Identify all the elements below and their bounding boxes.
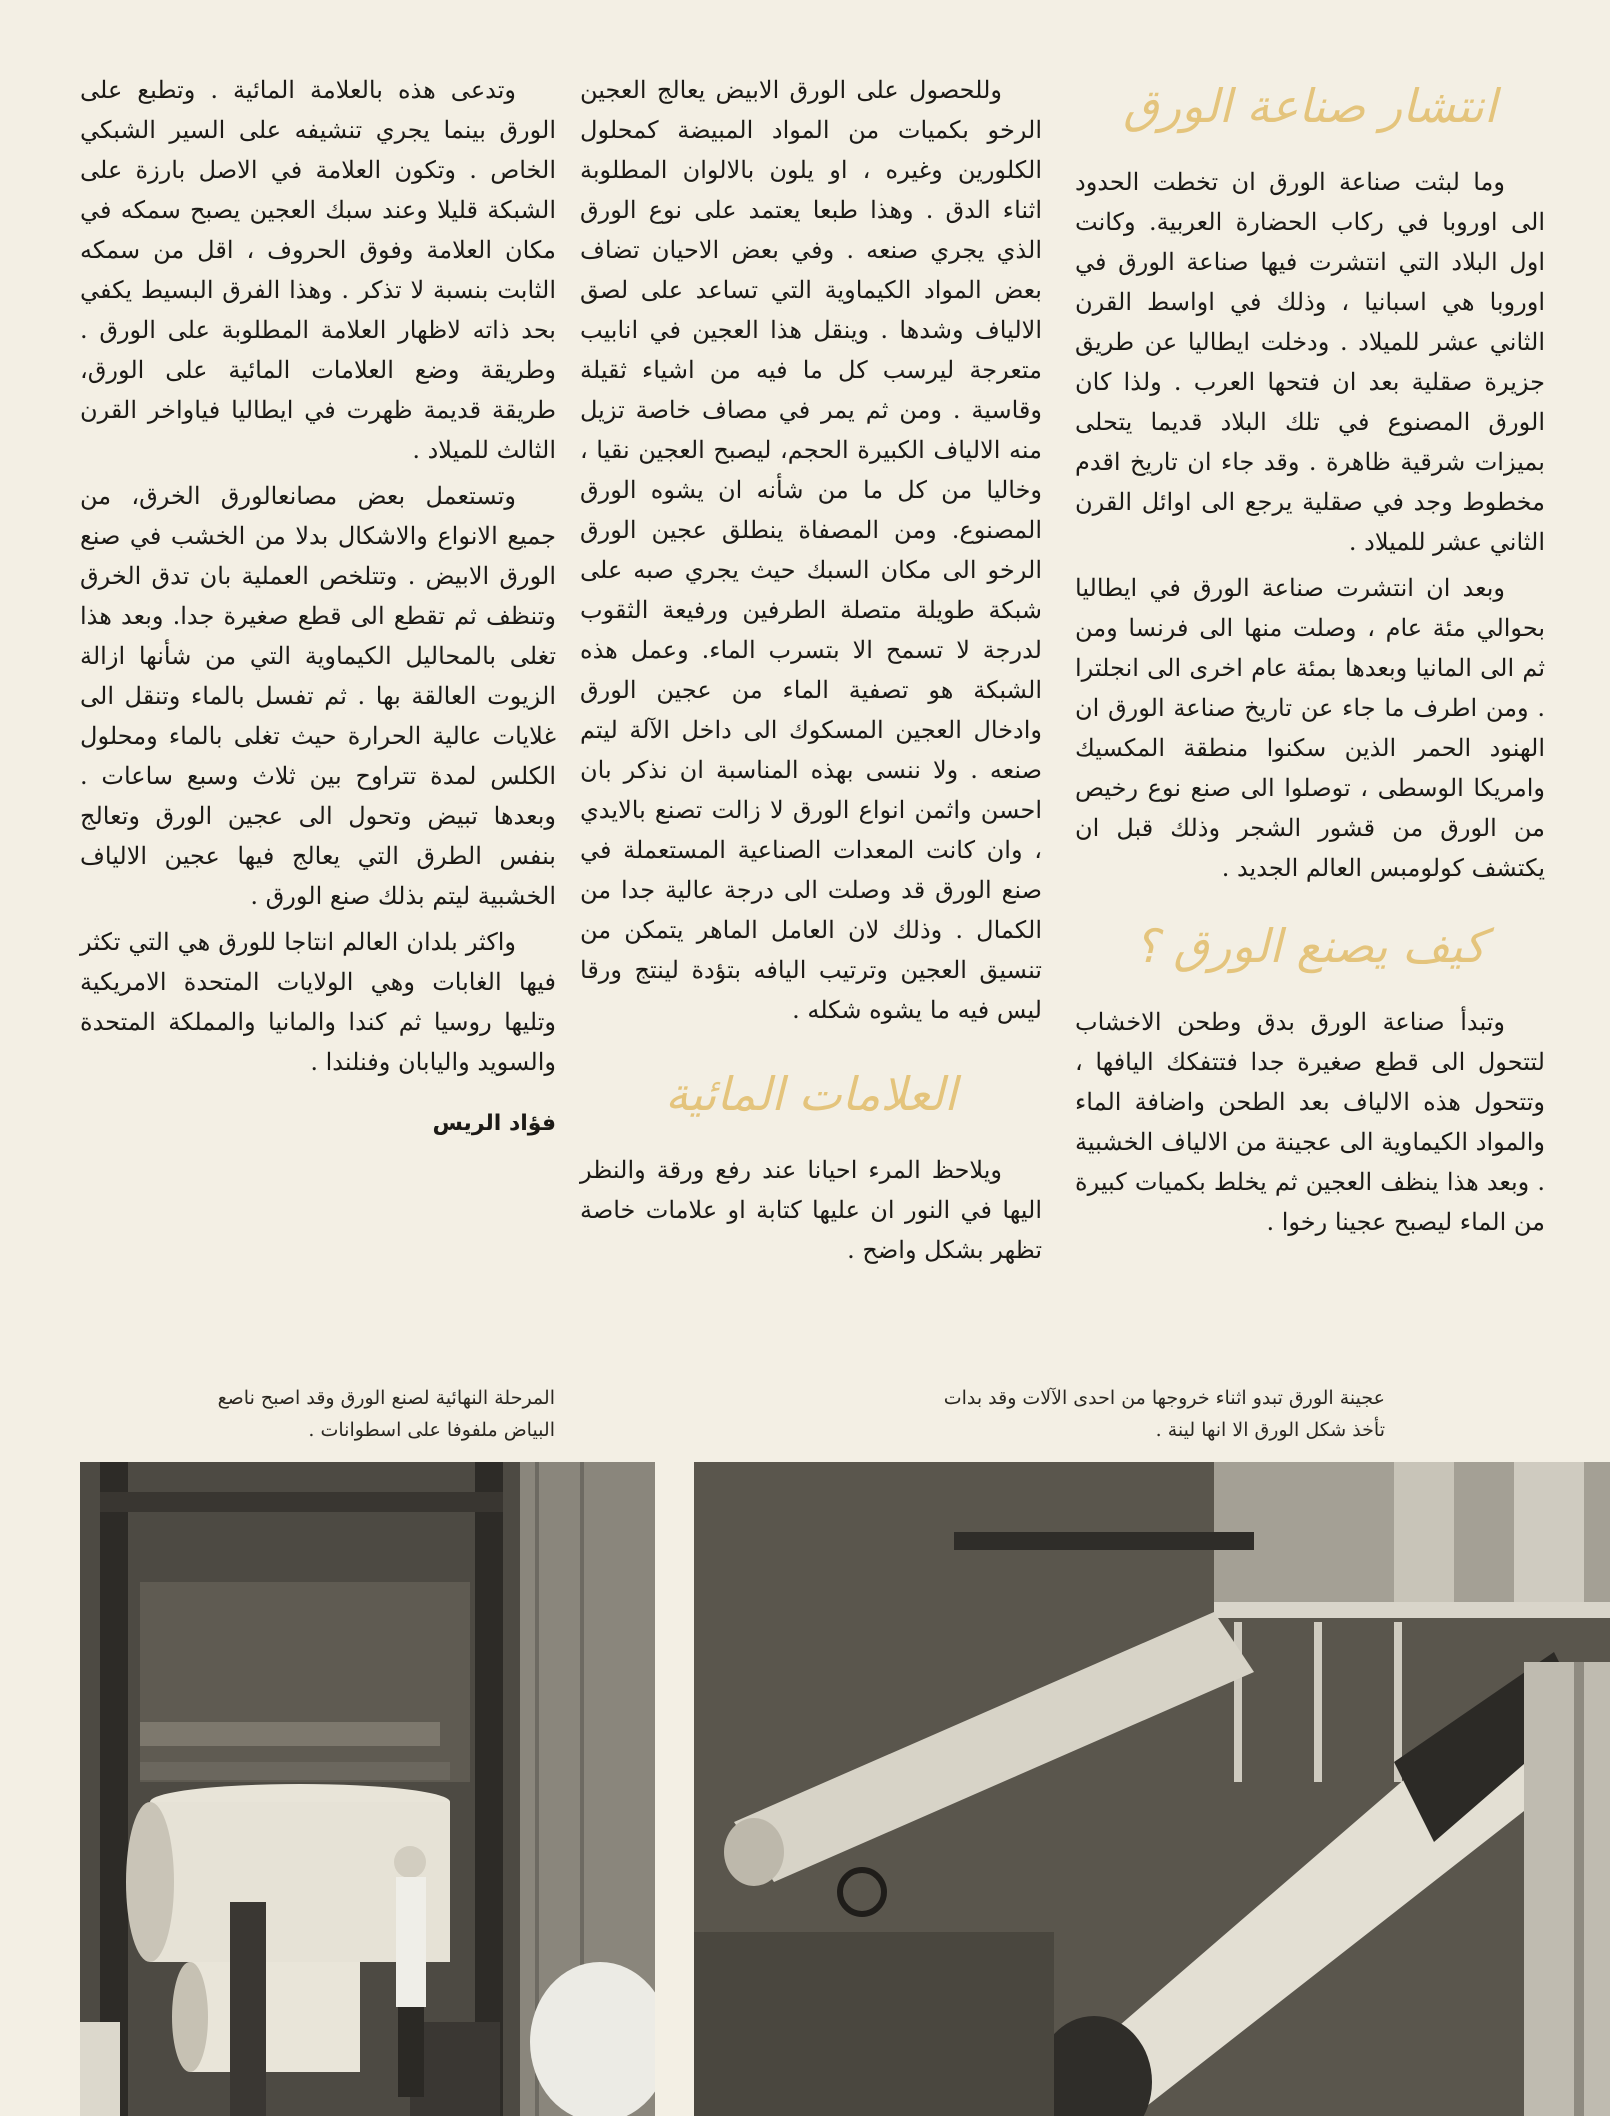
article-column-right (1075, 70, 1545, 1248)
author-name: فؤاد الريس (432, 1111, 556, 1136)
article-column-left (80, 70, 556, 1144)
photo-paper-rolls (80, 1462, 655, 2116)
photo-paper-machine (694, 1462, 1610, 2116)
photo-paper-rolls-illustration (80, 1462, 655, 2116)
paragraph: واكثر بلدان العالم انتاجا للورق هي التي تكثر فيها الغابات وهي الولايات المتحدة الامريكية وتليها روسيا ثم كندا والمانيا والمملكة المتحدة والسويد واليابان وفنلندا . (80, 928, 556, 1076)
paragraph: وتدعى هذه بالعلامة المائية . وتطبع على الورق بينما يجري تنشيفه على السير الشبكي الخاص . وتكون العلامة في الاصل بارزة على الشبكة قليلا وعند سبك العجين يصبح سمكه في مكان العلامة وفوق الحروف ، اقل من سمكه الثابت بنسبة لا تذكر . وهذا الفرق البسيط يكفي بحد ذاته لاظهار العلامة المطلوبة على الورق . وطريقة وضع العلامات المائية على الورق، طريقة قديمة ظهرت في ايطاليا فياواخر القرن الثالث للميلاد . (80, 76, 556, 464)
photo-caption-left: المرحلة النهائية لصنع الورق وقد اصبح ناصع البياض ملفوفا على اسطوانات . (217, 1387, 555, 1441)
paragraph: وللحصول على الورق الابيض يعالج العجين الرخو بكميات من المواد المبيضة كمحلول الكلورين وغيره ، او يلون بالالوان المطلوبة اثناء الدق . وهذا طبعا يعتمد على نوع الورق الذي يجري صنعه . وفي بعض الاحيان تضاف بعض المواد الكيماوية التي تساعد على لصق الالياف وشدها . وينقل هذا العجين في انابيب متعرجة ليرسب كل ما فيه من اشياء ثقيلة وقاسية . ومن ثم يمر في مصاف خاصة تزيل منه الالياف الكبيرة الحجم، ليصبح العجين نقيا ، وخاليا من كل ما من شأنه ان يشوه الورق المصنوع. ومن المصفاة ينطلق عجين الورق الرخو الى مكان السبك حيث يجري صبه على شبكة طويلة متصلة الطرفين ورفيعة الثقوب لدرجة لا تسمح الا بتسرب الماء. وعمل هذه الشبكة هو تصفية الماء من عجين الورق وادخال العجين المسكوك الى داخل الآلة ليتم صنعه . ولا ننسى بهذه المناسبة ان نذكر بان احسن واثمن انواع الورق لا زالت تصنع بالايدي ، وان كانت المعدات الصناعية المستعملة في صنع الورق قد وصلت الى درجة عالية جدا من الكمال . وذلك لان العامل الماهر يتمكن من تنسيق العجين وترتيب اليافه بتؤدة لينتج ورقا ليس فيه ما يشوه شكله . (580, 76, 1042, 1024)
paragraph: وبعد ان انتشرت صناعة الورق في ايطاليا بحوالي مئة عام ، وصلت منها الى فرنسا ومن ثم الى المانيا وبعدها بمئة عام اخرى الى انجلترا . ومن اطرف ما جاء عن تاريخ صناعة الورق ان الهنود الحمر الذين سكنوا منطقة المكسيك وامريكا الوسطى ، توصلوا الى صنع نوع رخيص من الورق من قشور الشجر وذلك قبل ان يكتشف كولومبس العالم الجديد . (1075, 574, 1546, 882)
paragraph: ويلاحظ المرء احيانا عند رفع ورقة والنظر اليها في النور ان عليها كتابة او علامات خاصة تظهر بشكل واضح . (580, 1156, 1042, 1264)
paragraph: وما لبثت صناعة الورق ان تخطت الحدود الى اوروبا في ركاب الحضارة العربية. وكانت اول البلاد التي انتشرت فيها صناعة الورق في اوروبا هي اسبانيا ، وذلك في اواسط القرن الثاني عشر للميلاد . ودخلت ايطاليا عن طريق جزيرة صقلية بعد ان فتحها العرب . ولذا كان الورق المصنوع في تلك البلاد قديما يتحلى بميزات شرقية ظاهرة . وقد جاء ان تاريخ اقدم مخطوط وجد في صقلية يرجع الى اوائل القرن الثاني عشر للميلاد . (1075, 168, 1545, 556)
paragraph: وتستعمل بعض مصانعالورق الخرق، من جميع الانواع والاشكال بدلا من الخشب في صنع الورق الابيض . وتتلخص العملية بان تدق الخرق وتنظف ثم تقطع الى قطع صغيرة جدا. وبعد هذا تغلى بالمحاليل الكيماوية التي من شأنها ازالة الزيوت العالقة بها . ثم تفسل بالماء وتنقل الى غلايات عالية الحرارة حيث تغلى بالماء ومحلول الكلس لمدة تتراوح بين ثلاث وسبع ساعات . وبعدها تبيض وتحول الى عجين الورق وتعالج بنفس الطرق التي يعالج فيها عجين الالياف الخشبية ليتم بذلك صنع الورق . (80, 482, 556, 910)
section-heading-watermarks: العلامات المائية (665, 1067, 957, 1121)
paragraph: وتبدأ صناعة الورق بدق وطحن الاخشاب لتتحول الى قطع صغيرة جدا فتتفكك اليافها ، وتتحول هذه الالياف بعد الطحن واضافة الماء والمواد الكيماوية الى عجينة من الالياف الخشبية . وبعد هذا ينظف العجين ثم يخلط بكميات كبيرة من الماء ليصبح عجينا رخوا . (1075, 1008, 1545, 1236)
photo-caption-right: عجينة الورق تبدو اثناء خروجها من احدى الآلات وقد بدات تأخذ شكل الورق الا انها لينة . (943, 1387, 1385, 1441)
article-column-middle (580, 70, 1042, 1276)
section-heading-paper-spread: انتشار صناعة الورق (1123, 79, 1497, 133)
section-heading-how-paper-made: كيف يصنع الورق ؟ (1134, 919, 1486, 973)
photo-paper-machine-illustration (694, 1462, 1610, 2116)
